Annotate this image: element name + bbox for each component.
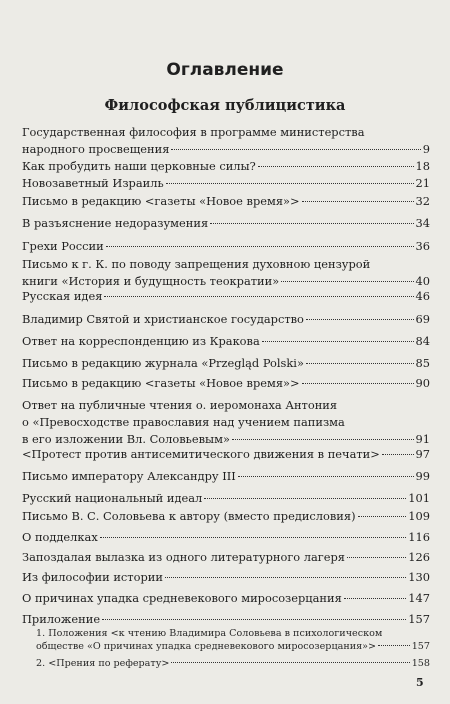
toc-entry[interactable] (22, 311, 430, 328)
toc-entry[interactable] (22, 158, 430, 175)
entry-page-number: 130 (408, 570, 430, 584)
entry-title-line: обществе «О причинах упадка средневекового миросозерцания»> (36, 641, 377, 652)
entry-title-line: 1. Положения <к чтению Владимира Соловьева в психологическом (36, 628, 383, 639)
toc-entry[interactable] (22, 124, 430, 158)
entry-page-number: 90 (415, 376, 430, 390)
entry-title-line: книги «История и будущность теократии» (22, 274, 280, 288)
entry-page-number: 21 (415, 176, 430, 190)
toc-entry[interactable] (22, 397, 430, 448)
entry-title-line: Новозаветный Израиль (22, 176, 164, 190)
toc-entry[interactable] (22, 288, 430, 305)
dot-leader (358, 516, 407, 517)
entry-title-line: Русская идея (22, 289, 103, 303)
toc-entry[interactable] (22, 193, 430, 210)
entry-page-number: 158 (411, 658, 430, 669)
appendix-entry[interactable] (36, 627, 430, 653)
dot-leader (262, 341, 414, 342)
entry-title-line: О причинах упадка средневекового миросозерцания (22, 591, 342, 605)
appendix-entry[interactable] (36, 657, 430, 670)
dot-leader (166, 183, 414, 184)
dot-leader (102, 619, 406, 620)
toc-entry[interactable] (22, 175, 430, 192)
entry-title-line: Письмо к г. К. по поводу запрещения духовною цензурой (22, 257, 371, 271)
dot-leader (171, 662, 409, 663)
dot-leader (204, 498, 406, 499)
entry-page-number: 99 (415, 469, 430, 483)
dot-leader (232, 439, 414, 440)
entry-title-line: Как пробудить наши церковные силы? (22, 159, 256, 173)
entry-page-number: 85 (415, 356, 430, 370)
entry-title-line: Государственная философия в программе министерства (22, 125, 365, 139)
dot-leader (210, 223, 413, 224)
entry-title-line: Письмо В. С. Соловьева к автору (вместо предисловия) (22, 509, 356, 523)
entry-page-number: 97 (415, 447, 430, 461)
dot-leader (258, 166, 414, 167)
entry-page-number: 34 (415, 216, 430, 230)
toc-entry[interactable] (22, 569, 430, 586)
entry-title-line: <Протест против антисемитического движения в печати> (22, 447, 380, 461)
toc-entry[interactable] (22, 611, 430, 628)
entry-page-number: 101 (408, 491, 430, 505)
entry-title-line: Владимир Святой и христианское государство (22, 312, 304, 326)
entry-title-line: в его изложении Вл. Соловьевым» (22, 432, 230, 446)
entry-page-number: 157 (408, 612, 430, 626)
dot-leader (104, 296, 413, 297)
entry-title-line: 2. <Прения по реферату> (36, 658, 170, 669)
dot-leader (165, 577, 406, 578)
toc-entry[interactable] (22, 468, 430, 485)
toc-entry[interactable] (22, 508, 430, 525)
toc-entry[interactable] (22, 490, 430, 507)
entry-title-line: В разъяснение недоразумения (22, 216, 209, 230)
toc-entry[interactable] (22, 529, 430, 546)
dot-leader (281, 281, 413, 282)
toc-entry[interactable] (22, 256, 430, 290)
entry-title-line: Грехи России (22, 239, 104, 253)
dot-leader (347, 557, 406, 558)
entry-page-number: 32 (415, 194, 430, 208)
toc-entry[interactable] (22, 355, 430, 372)
entry-title-line: народного просвещения (22, 142, 170, 156)
dot-leader (302, 383, 414, 384)
toc-entry[interactable] (22, 375, 430, 392)
entry-title-line: Из философии истории (22, 570, 163, 584)
entry-title-line: о «Превосходстве православия над учением папизма (22, 415, 345, 429)
toc-entry[interactable] (22, 238, 430, 255)
entry-page-number: 40 (415, 274, 430, 288)
dot-leader (106, 246, 414, 247)
entry-title-line: Ответ на публичные чтения о. иеромонаха Антония (22, 398, 338, 412)
entry-page-number: 84 (415, 334, 430, 348)
dot-leader (306, 363, 414, 364)
dot-leader (378, 645, 410, 646)
entry-page-number: 126 (408, 550, 430, 564)
entry-page-number: 157 (411, 641, 430, 652)
entry-title-line: Письмо в редакцию <газеты «Новое время»> (22, 194, 300, 208)
entry-page-number: 91 (415, 432, 430, 446)
entry-title-line: Ответ на корреспонденцию из Кракова (22, 334, 260, 348)
dot-leader (302, 201, 414, 202)
entry-page-number: 69 (415, 312, 430, 326)
toc-entry[interactable] (22, 446, 430, 463)
toc-entry[interactable] (22, 590, 430, 607)
entry-title-line: Запоздалая вылазка из одного литературного лагеря (22, 550, 345, 564)
toc-entry[interactable] (22, 333, 430, 350)
entry-page-number: 18 (415, 159, 430, 173)
entry-title-line: Письмо императору Александру III (22, 469, 236, 483)
entry-page-number: 109 (408, 509, 430, 523)
entry-title-line: Приложение (22, 612, 101, 626)
entry-title-line: Письмо в редакцию журнала «Przegląd Polski» (22, 356, 304, 370)
entry-page-number: 46 (415, 289, 430, 303)
dot-leader (100, 537, 407, 538)
entry-page-number: 36 (415, 239, 430, 253)
entry-page-number: 116 (408, 530, 430, 544)
dot-leader (306, 319, 414, 320)
toc-entry[interactable] (22, 549, 430, 566)
entry-title-line: Письмо в редакцию <газеты «Новое время»> (22, 376, 300, 390)
dot-leader (344, 598, 406, 599)
dot-leader (238, 476, 414, 477)
section-heading: Философская публицистика (104, 97, 346, 114)
entry-page-number: 9 (422, 142, 430, 156)
dot-leader (171, 149, 420, 150)
entry-title-line: О подделках (22, 530, 98, 544)
page-number: 5 (416, 676, 424, 689)
page-title: Оглавление (166, 60, 284, 80)
entry-title-line: Русский национальный идеал (22, 491, 203, 505)
entry-page-number: 147 (408, 591, 430, 605)
toc-entry[interactable] (22, 215, 430, 232)
dot-leader (382, 454, 414, 455)
